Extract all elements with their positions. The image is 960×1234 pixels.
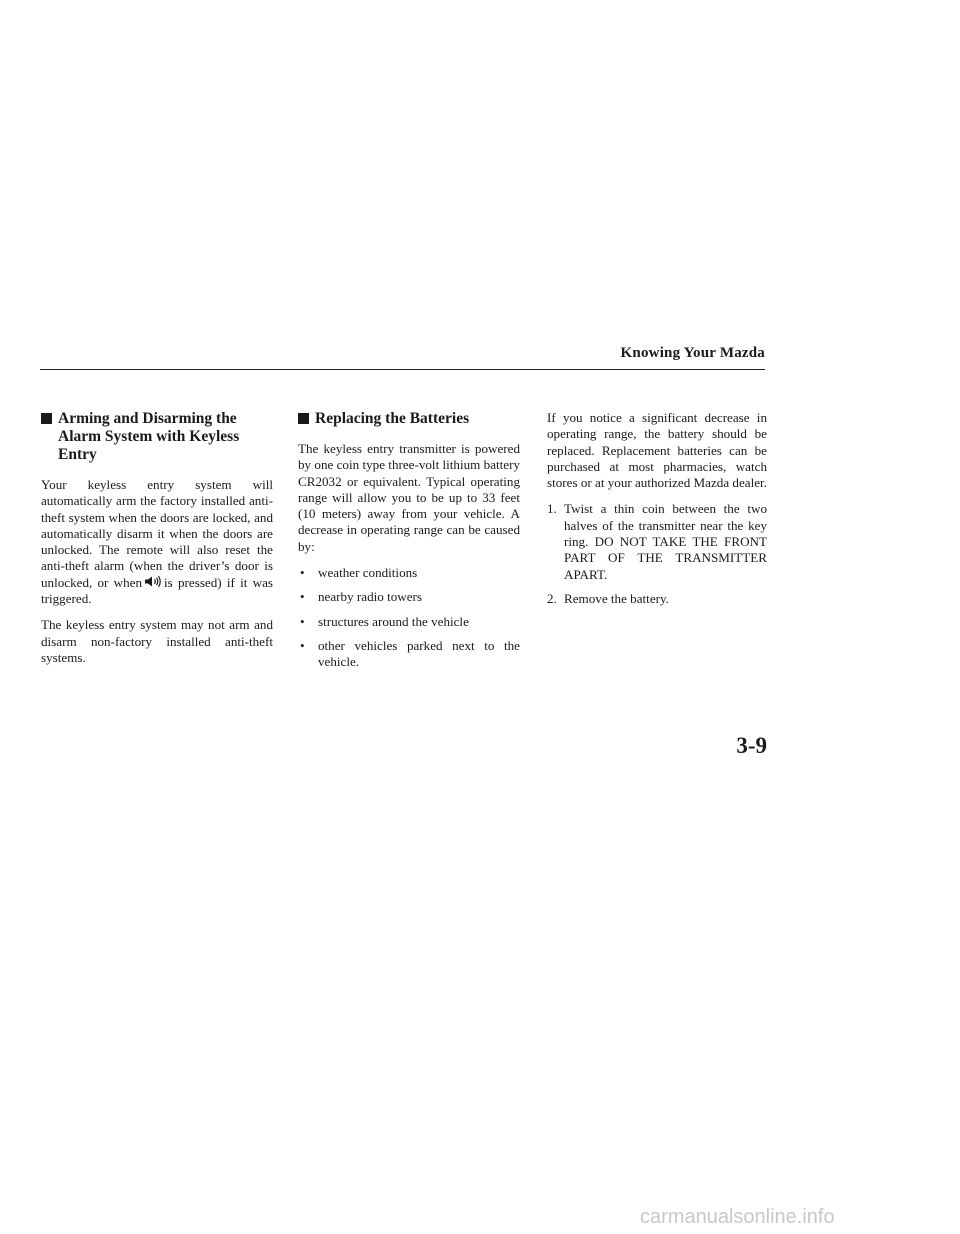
list-item-text: nearby radio towers bbox=[318, 589, 422, 605]
paragraph-auto-arm bbox=[41, 477, 273, 607]
list-item bbox=[298, 638, 520, 671]
range-factors-list bbox=[298, 565, 520, 670]
section-heading-text: Replacing the Batteries bbox=[315, 410, 470, 427]
paragraph-transmitter-battery: The keyless entry transmitter is powered by one coin type three-volt lithium battery CR2032 or equivalent. Typical operating range will allow you to be up to 33 feet (10 meters) away from your vehicle. A decrease in operating range can be caused by: bbox=[298, 441, 520, 554]
step-item bbox=[547, 591, 767, 607]
column-battery-procedure bbox=[547, 410, 767, 615]
paragraph-text: Your keyless entry system will automatically arm the factory installed anti-theft system when the doors are locked, and automatically disarm it when the doors are unlocked. The remote will also reset the anti-theft alarm (when the driver’s door is unlocked, or when bbox=[41, 477, 273, 590]
bullet-icon: • bbox=[300, 637, 305, 653]
paragraph-non-factory: The keyless entry system may not arm and disarm non-factory installed anti-theft systems. bbox=[41, 617, 273, 665]
list-item-text: weather conditions bbox=[318, 565, 418, 581]
watermark: carmanualsonline.info bbox=[640, 1206, 835, 1228]
list-item bbox=[298, 589, 520, 605]
list-item-text: other vehicles parked next to the vehicle. bbox=[318, 637, 520, 670]
paragraph-range-decrease: If you notice a significant decrease in operating range, the battery should be replaced. Replacement batteries can be purchased at most pharmacies, watch stores or at your authorized Mazda dealer. bbox=[547, 410, 767, 491]
column-arming-disarming bbox=[41, 410, 273, 676]
bullet-icon: • bbox=[300, 565, 305, 581]
bullet-icon: • bbox=[300, 613, 305, 629]
list-item-text: structures around the vehicle bbox=[318, 613, 469, 629]
speaker-icon bbox=[144, 575, 162, 588]
column-replacing-batteries bbox=[298, 410, 520, 679]
section-heading-batteries bbox=[298, 410, 520, 428]
paragraph-text-continued: is pressed) if it was triggered. bbox=[41, 574, 273, 607]
page-number: 3-9 bbox=[736, 733, 767, 758]
step-number: 2. bbox=[547, 590, 557, 606]
section-heading-arming bbox=[41, 410, 273, 464]
step-item bbox=[547, 501, 767, 582]
replacement-steps-list bbox=[547, 501, 767, 607]
page-header-title: Knowing Your Mazda bbox=[620, 345, 765, 361]
list-item bbox=[298, 565, 520, 581]
step-number: 1. bbox=[547, 501, 557, 517]
filled-square-icon bbox=[298, 413, 309, 424]
step-text: Twist a thin coin between the two halves of the transmitter near the key ring. DO NOT TAKE THE FRONT PART OF THE TRANSMITTER APART. bbox=[564, 501, 767, 582]
list-item bbox=[298, 614, 520, 630]
step-text: Remove the battery. bbox=[564, 590, 669, 606]
section-heading-text: Arming and Disarming the Alarm System with Keyless Entry bbox=[58, 410, 240, 463]
filled-square-icon bbox=[41, 413, 52, 424]
header-rule bbox=[40, 369, 765, 370]
bullet-icon: • bbox=[300, 589, 305, 605]
